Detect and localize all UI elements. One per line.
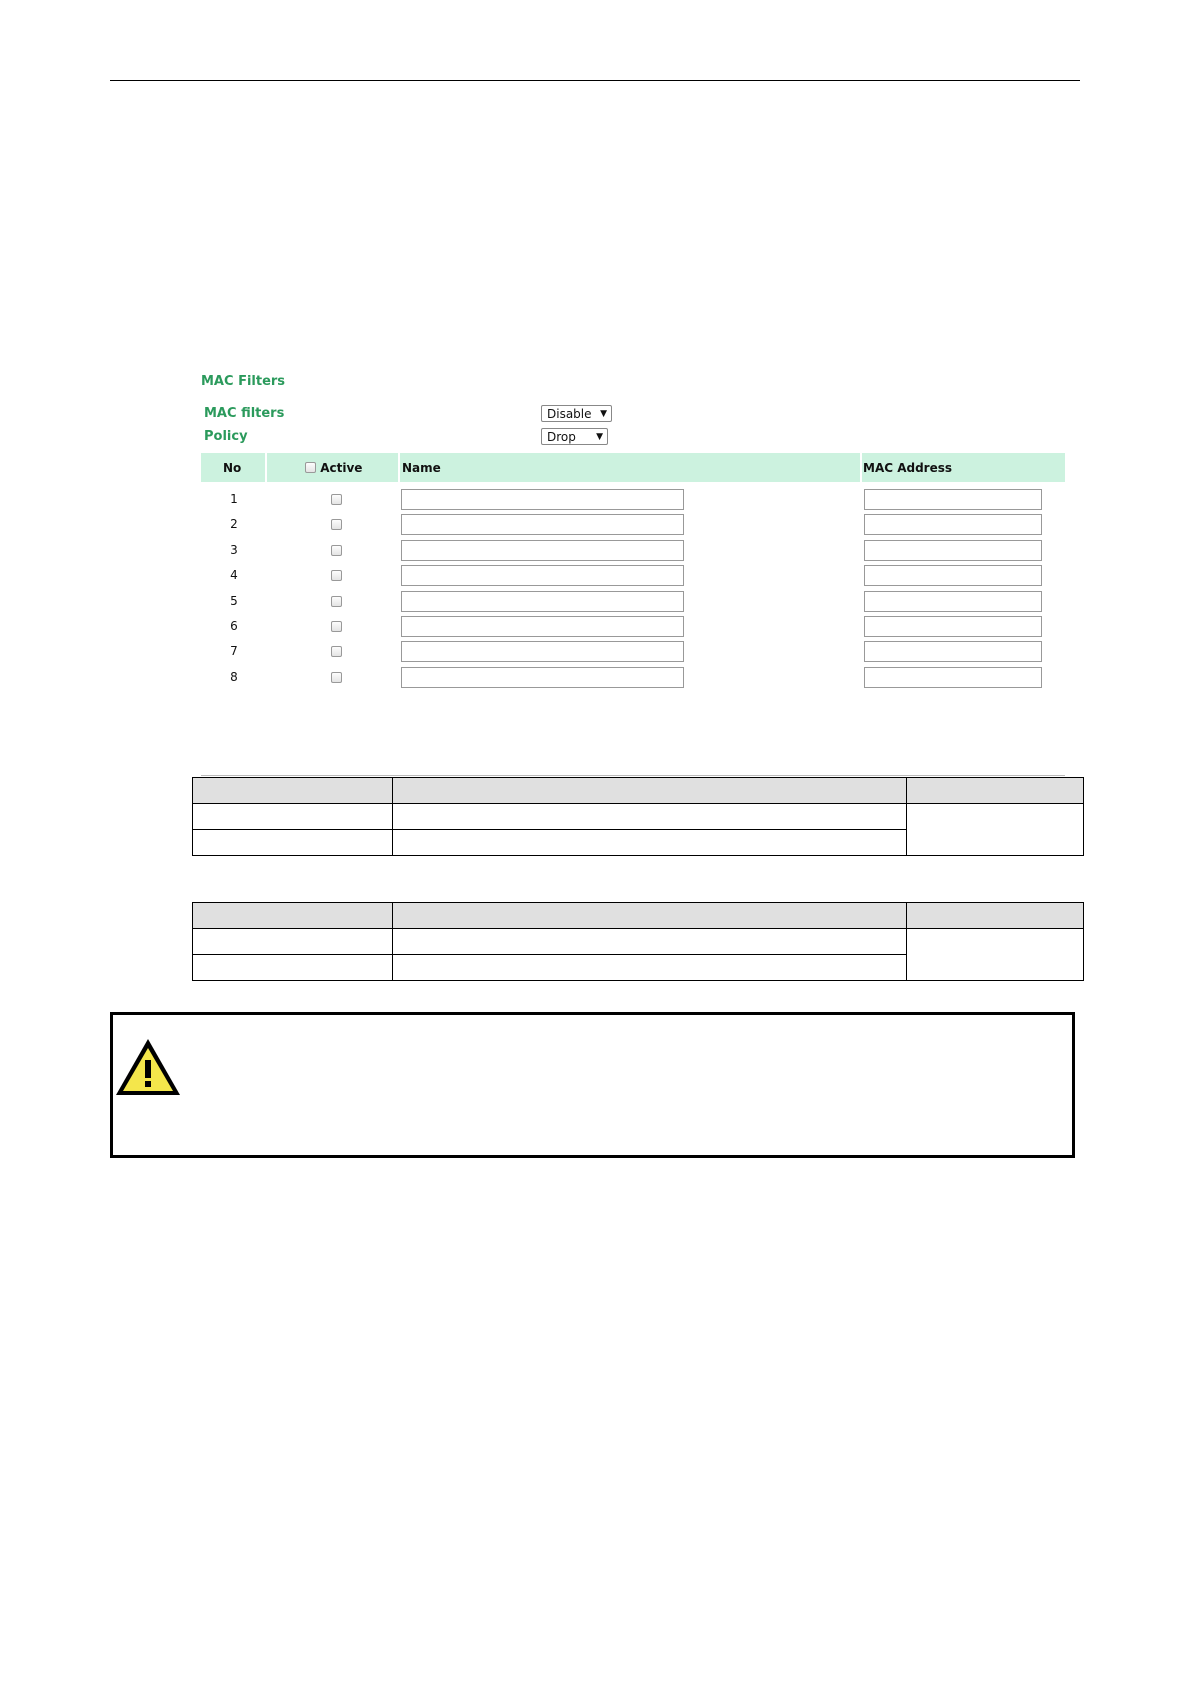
mac-address-input[interactable]: [864, 540, 1042, 561]
policy-label: Policy: [204, 429, 248, 444]
column-no: No: [223, 461, 242, 475]
column-active-label: Active: [320, 461, 363, 475]
row-number: 3: [230, 542, 238, 557]
row-number: 8: [230, 669, 238, 684]
active-checkbox[interactable]: [331, 672, 342, 683]
row-number: 7: [230, 644, 238, 659]
row-number: 4: [230, 568, 238, 583]
mac-address-input[interactable]: [864, 591, 1042, 612]
table-row: [193, 929, 1084, 955]
column-name: Name: [402, 461, 441, 475]
row-number: 1: [230, 492, 238, 506]
mac-filters-label: MAC filters: [204, 406, 285, 421]
name-input[interactable]: [401, 616, 684, 637]
name-input[interactable]: [401, 667, 684, 688]
active-checkbox[interactable]: [331, 621, 342, 632]
table-row: [201, 614, 1065, 639]
active-checkbox[interactable]: [331, 519, 342, 530]
mac-address-input[interactable]: [864, 616, 1042, 637]
name-input[interactable]: [401, 591, 684, 612]
table-row: [201, 512, 1065, 537]
table-row: [201, 538, 1065, 563]
table-row: [201, 665, 1065, 690]
table-header-row: [193, 778, 1084, 804]
column-active: [305, 461, 362, 475]
page-header-rule: [110, 80, 1080, 81]
active-checkbox[interactable]: [331, 596, 342, 607]
name-input[interactable]: [401, 641, 684, 662]
select-all-checkbox[interactable]: [305, 462, 316, 473]
mac-filters-select[interactable]: [541, 405, 612, 422]
active-checkbox[interactable]: [331, 570, 342, 581]
mac-filters-select-value: Disable: [547, 407, 592, 421]
name-input[interactable]: [401, 514, 684, 535]
column-mac-address: MAC Address: [863, 461, 953, 475]
policy-select-value: Drop: [547, 430, 576, 444]
table-row: [201, 563, 1065, 588]
row-number: 5: [230, 593, 238, 608]
table-header-row: [193, 903, 1084, 929]
policy-select[interactable]: [541, 428, 608, 445]
active-checkbox[interactable]: [331, 545, 342, 556]
warning-box: [110, 1012, 1075, 1158]
active-checkbox[interactable]: [331, 494, 342, 505]
chevron-down-icon: ▼: [596, 432, 603, 442]
row-number: 6: [230, 619, 238, 633]
table-bottom-rule: [201, 775, 1065, 776]
table-row: [193, 804, 1084, 830]
table-row: [201, 639, 1065, 664]
parameter-table-1: [192, 777, 1084, 856]
mac-address-input[interactable]: [864, 641, 1042, 662]
mac-address-input[interactable]: [864, 565, 1042, 586]
parameter-table-2: [192, 902, 1084, 981]
name-input[interactable]: [401, 489, 684, 510]
table-row: [201, 589, 1065, 614]
mac-address-input[interactable]: [864, 489, 1042, 510]
mac-address-input[interactable]: [864, 667, 1042, 688]
name-input[interactable]: [401, 540, 684, 561]
table-row: [201, 487, 1065, 512]
section-title: MAC Filters: [201, 374, 286, 389]
warning-icon: [113, 1035, 183, 1099]
mac-address-input[interactable]: [864, 514, 1042, 535]
table-header: [201, 453, 1065, 482]
row-number: 2: [230, 517, 238, 532]
name-input[interactable]: [401, 565, 684, 586]
active-checkbox[interactable]: [331, 646, 342, 657]
chevron-down-icon: ▼: [600, 409, 607, 419]
